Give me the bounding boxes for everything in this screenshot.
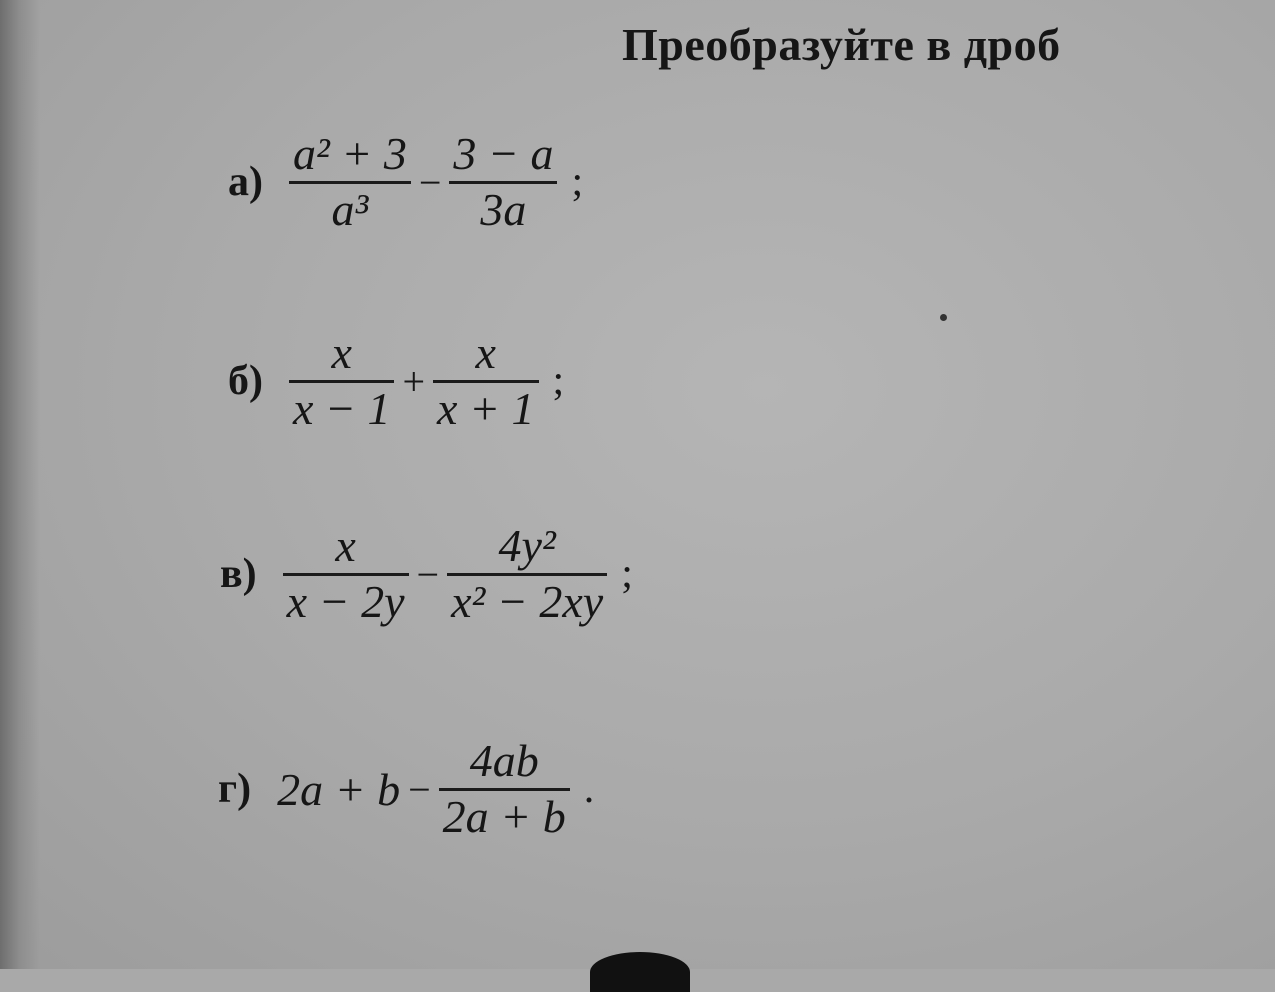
numerator: 4ab [469,735,539,786]
fraction-2 [449,128,557,237]
numerator: a² + 3 [293,128,407,179]
fraction-1 [289,327,394,436]
fraction-1 [283,520,409,629]
exercise-item-g [218,735,594,844]
page-edge-blob [590,952,690,992]
item-label: а) [228,159,263,206]
denominator: x² − 2xy [451,575,604,627]
exercise-item-v [220,520,633,629]
operator: + [402,358,426,404]
numerator: x [335,520,356,571]
fraction-2 [447,520,607,629]
task-heading: Преобразуйте в дроб [622,19,1061,70]
terminator: ; [621,551,633,598]
terminator: ; [571,159,584,206]
numerator: x [331,327,352,378]
numerator: 4y² [498,520,556,571]
operator: − [408,766,431,812]
fraction-1 [289,128,411,237]
operator: − [418,159,442,205]
exercise-item-b [228,327,564,436]
item-label: в) [220,551,257,598]
expression-lead: 2a + b [277,763,401,815]
page-fold-shadow [0,0,40,969]
denominator: 3a [480,183,527,235]
numerator: x [475,327,496,378]
denominator: x − 1 [293,382,391,434]
fraction-1 [439,735,570,844]
denominator: a³ [331,183,369,235]
ink-dot [940,314,947,321]
terminator: ; [552,358,565,405]
denominator: x + 1 [437,382,535,434]
numerator: 3 − a [453,128,554,179]
operator: − [416,551,440,597]
fraction-2 [433,327,538,436]
item-label: г) [218,766,252,813]
item-label: б) [228,358,263,405]
terminator: . [583,766,595,813]
exercise-item-a [228,128,583,237]
denominator: 2a + b [442,790,566,842]
denominator: x − 2y [286,575,405,627]
